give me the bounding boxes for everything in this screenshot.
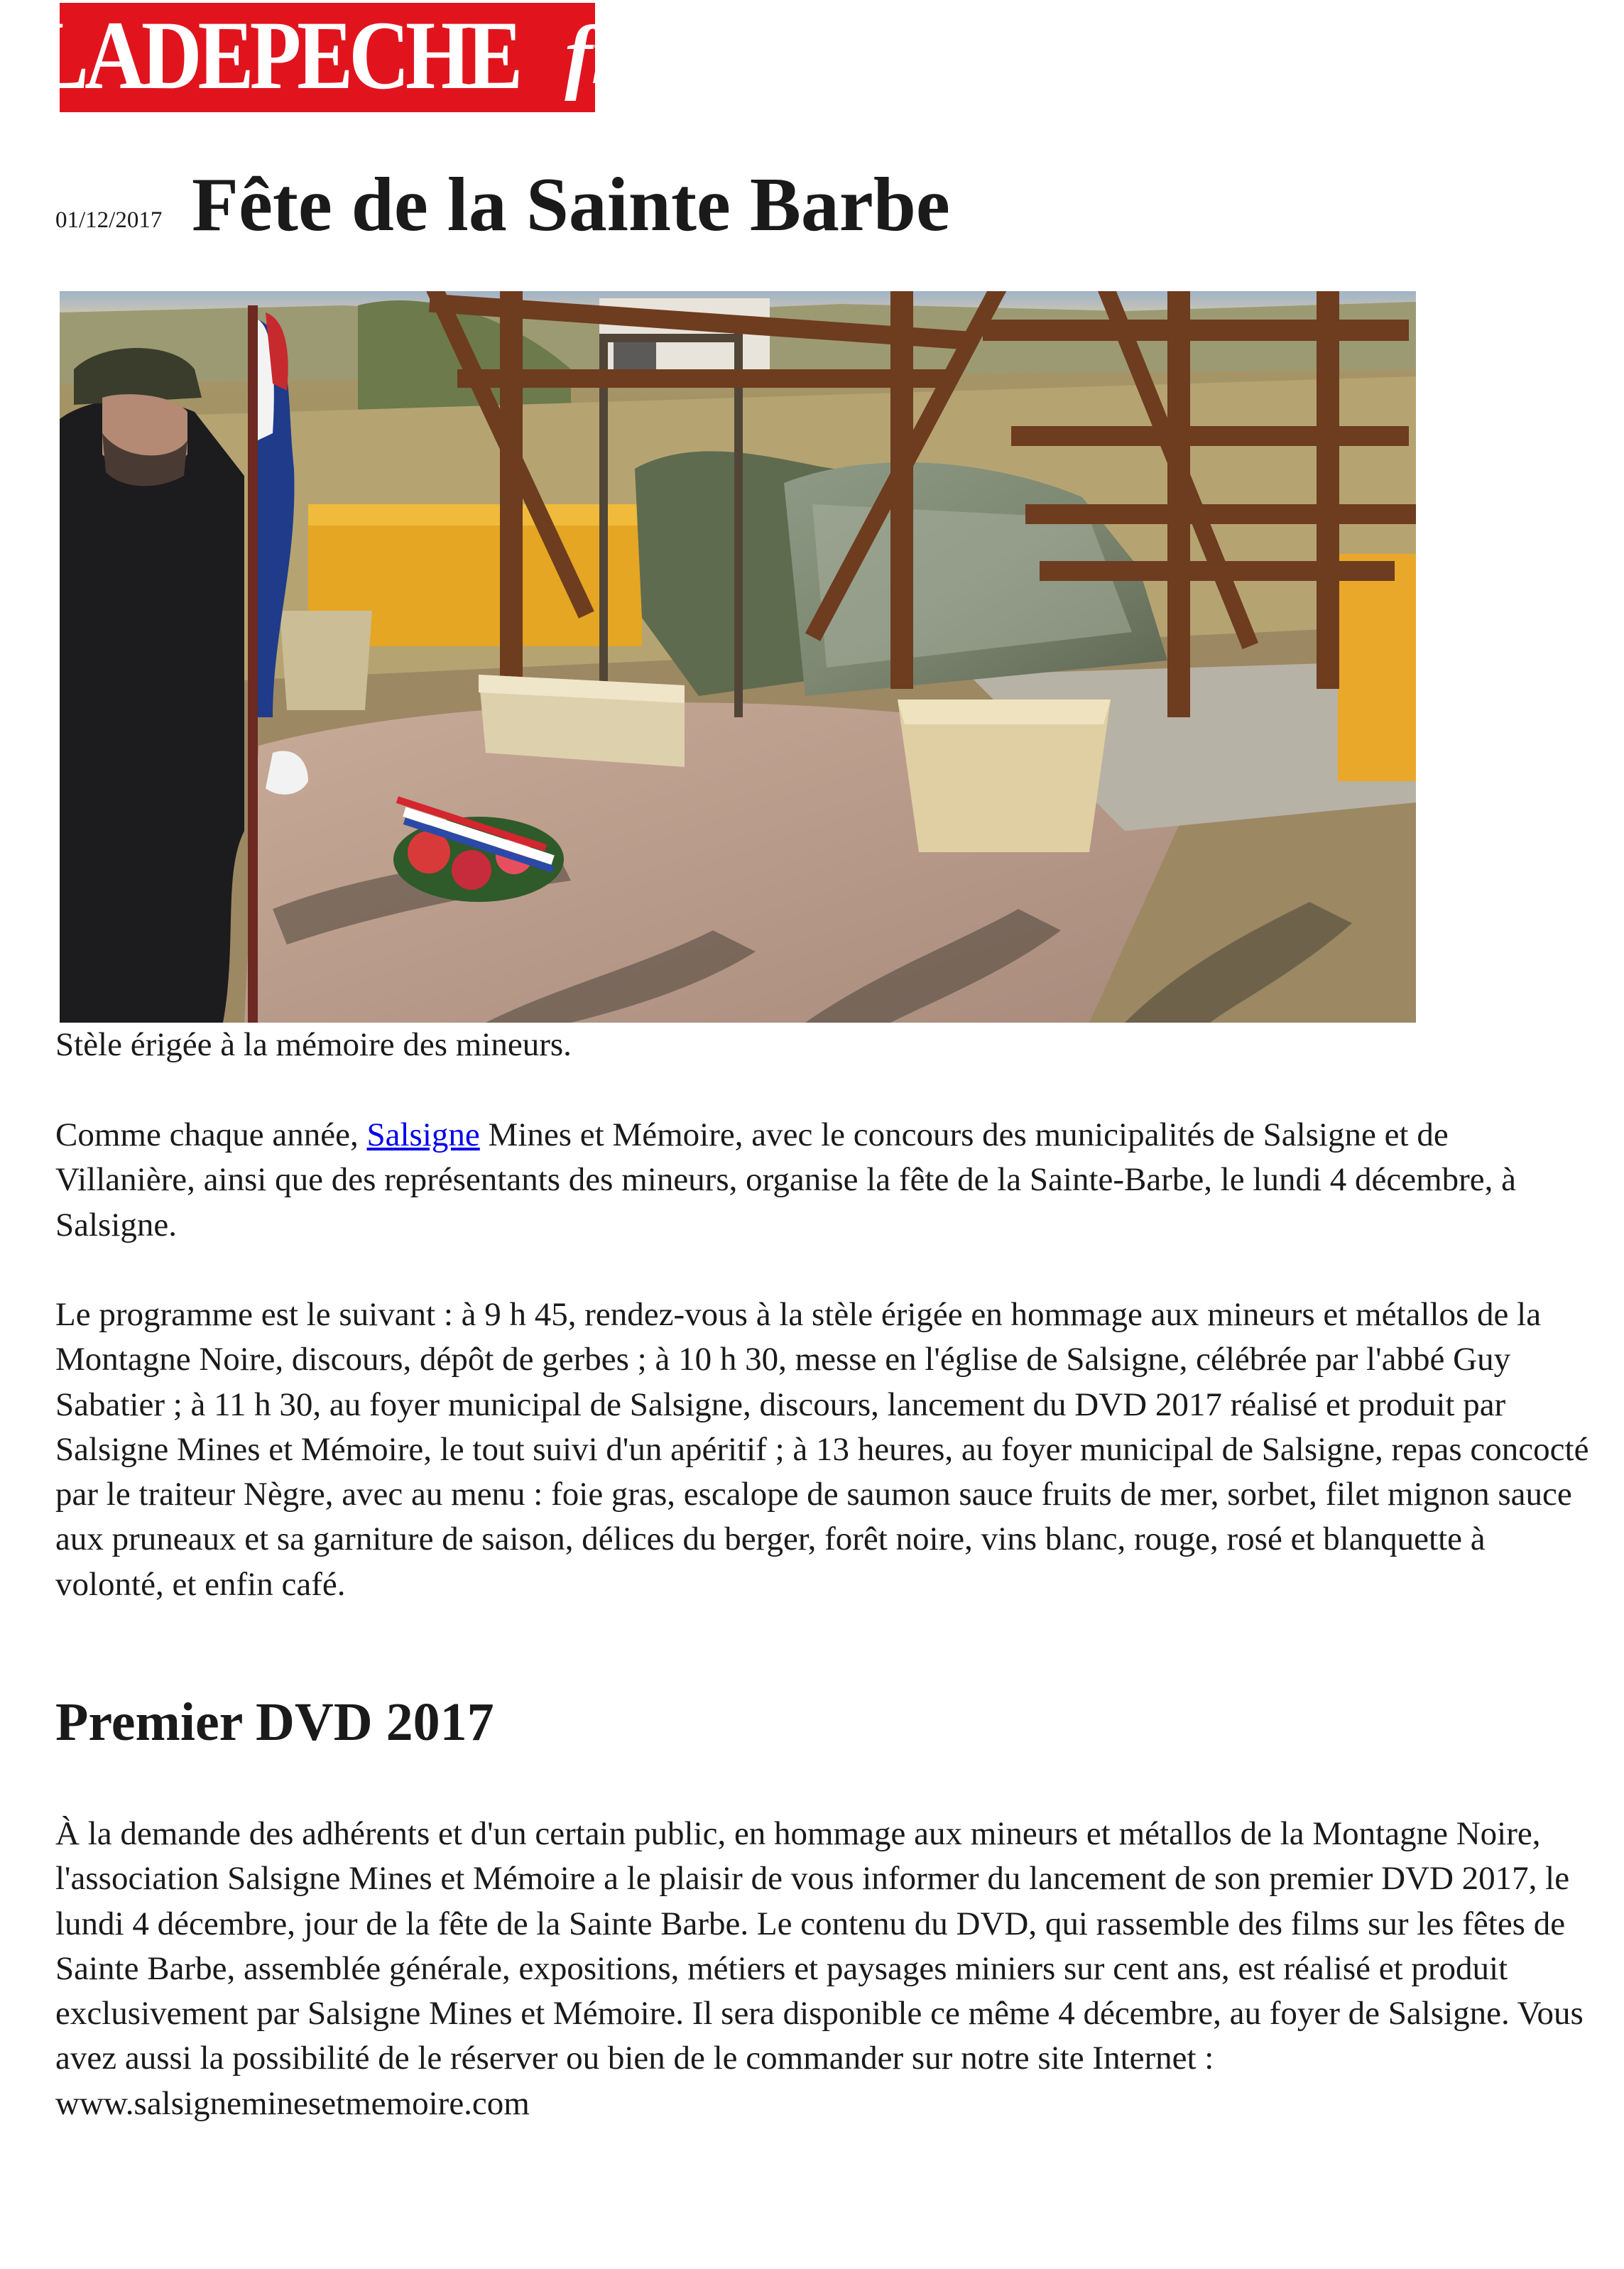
section-heading: Premier DVD 2017: [55, 1692, 494, 1752]
article-date: 01/12/2017: [55, 207, 163, 233]
intro-text-start: Comme chaque année,: [55, 1116, 367, 1153]
intro-paragraph: [55, 1113, 1589, 1248]
photo-caption: Stèle érigée à la mémoire des mineurs.: [55, 1026, 572, 1063]
article-title: Fête de la Sainte Barbe: [192, 163, 950, 247]
logo-suffix: fr: [565, 9, 623, 102]
intro-text-end: Mines et Mémoire, avec le concours des municipalités de Salsigne et de Villanière, ainsi que des représentants des mineurs, organise la fête de la Sainte-Barbe, le lundi 4 décembre, à Salsigne.: [55, 1116, 1517, 1244]
dvd-paragraph: À la demande des adhérents et d'un certain public, en hommage aux mineurs et métallos de la Montagne Noire, l'association Salsigne Mines et Mémoire a le plaisir de vous informer du lancement de son premier DVD 2017, le lundi 4 décembre, jour de la fête de la Sainte Barbe. Le contenu du DVD, qui rassemble des films sur les fêtes de Sainte Barbe, assemblée générale, expositions, métiers et paysages miniers sur cent ans, est réalisé et produit exclusivement par Salsigne Mines et Mémoire. Il sera disponible ce même 4 décembre, au foyer de Salsigne. Vous avez aussi la possibilité de le réserver ou bien de le commander sur notre site Internet : www.salsigneminesetmemoire.com: [55, 1815, 1584, 2122]
program-paragraph: Le programme est le suivant : à 9 h 45, rendez-vous à la stèle érigée en hommage aux mineurs et métallos de la Montagne Noire, discours, dépôt de gerbes ; à 10 h 30, messe en l'église de Salsigne, célébrée par l'abbé Guy Sabatier ; à 11 h 30, au foyer municipal de Salsigne, discours, lancement du DVD 2017 réalisé et produit par Salsigne Mines et Mémoire, le tout suivi d'un apéritif ; à 13 heures, au foyer municipal de Salsigne, repas concocté par le traiteur Nègre, avec au menu : foie gras, escalope de saumon sauce fruits de mer, sorbet, filet mignon sauce aux pruneaux et sa garniture de saison, délices du berger, forêt noire, vins blanc, rouge, rosé et blanquette à volonté, et enfin café.: [55, 1296, 1589, 1603]
salsigne-link[interactable]: Salsigne: [366, 1116, 480, 1153]
logo-wordmark: LADEPECHE: [32, 1, 518, 109]
article-photo: [60, 291, 1416, 1023]
ladepeche-logo[interactable]: [32, 1, 623, 112]
